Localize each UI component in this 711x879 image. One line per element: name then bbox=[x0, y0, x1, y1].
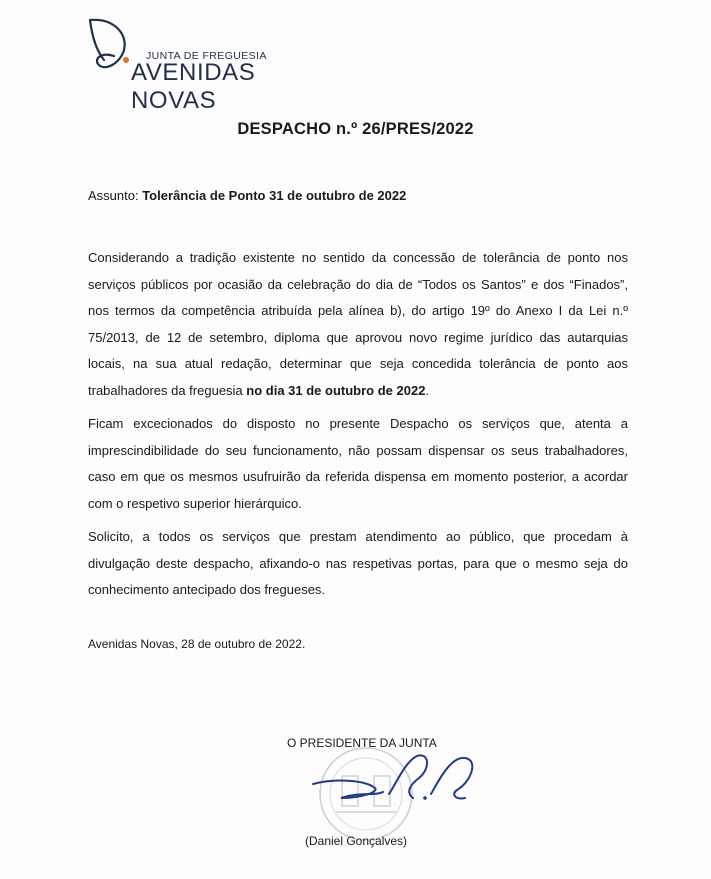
subject-label: Assunto: bbox=[88, 188, 143, 203]
paragraph-1-bold: no dia 31 de outubro de 2022 bbox=[246, 382, 426, 398]
logo-line-1: JUNTA DE FREGUESIA bbox=[146, 50, 267, 62]
paragraph-1 bbox=[88, 245, 628, 405]
document-title: DESPACHO n.º 26/PRES/2022 bbox=[237, 120, 474, 138]
paragraph-1-end: . bbox=[425, 382, 430, 398]
place-date: Avenidas Novas, 28 de outubro de 2022. bbox=[88, 637, 306, 651]
paragraph-3: Solicito, a todos os serviços que prestam atendimento ao público, que procedam à divulgação deste despacho, afixando-o nas respetivas portas, para que o mesmo seja do conhecimento antecipado dos fregueses. bbox=[88, 529, 628, 598]
paragraph-2: Ficam excecionados do disposto no presente Despacho os serviços que, atenta a imprescindibilidade do seu funcionamento, não possam dispensar os seus trabalhadores, caso em que os mesmos usufruirão da referida dispensa em momento posterior, a acordar com o respetivo superior hierárquico. bbox=[88, 416, 628, 511]
subject-line bbox=[88, 188, 406, 203]
subject-text: Tolerância de Ponto 31 de outubro de 2022 bbox=[142, 188, 407, 203]
signatory-name: (Daniel Gonçalves) bbox=[305, 834, 408, 848]
signature-icon bbox=[305, 742, 485, 822]
logo-line-2: AVENIDAS NOVAS bbox=[131, 59, 256, 114]
junta-logo bbox=[84, 16, 344, 114]
paragraph-1-text: Considerando a tradição existente no sentido da concessão de tolerância de ponto nos serviços públicos por ocasião da celebração do dia de “Todos os Santos” e dos “Finados”, nos termos da competência atribuída pela alínea b), do artigo 19º do Anexo I da Lei n.º 75/2013, de 12 de setembro, diploma que aprovou novo regime jurídico das autarquias locais, na sua atual redação, determinar que seja concedida tolerância de ponto aos trabalhadores da freguesia bbox=[88, 250, 628, 398]
signatory-title: O PRESIDENTE DA JUNTA bbox=[287, 736, 437, 750]
